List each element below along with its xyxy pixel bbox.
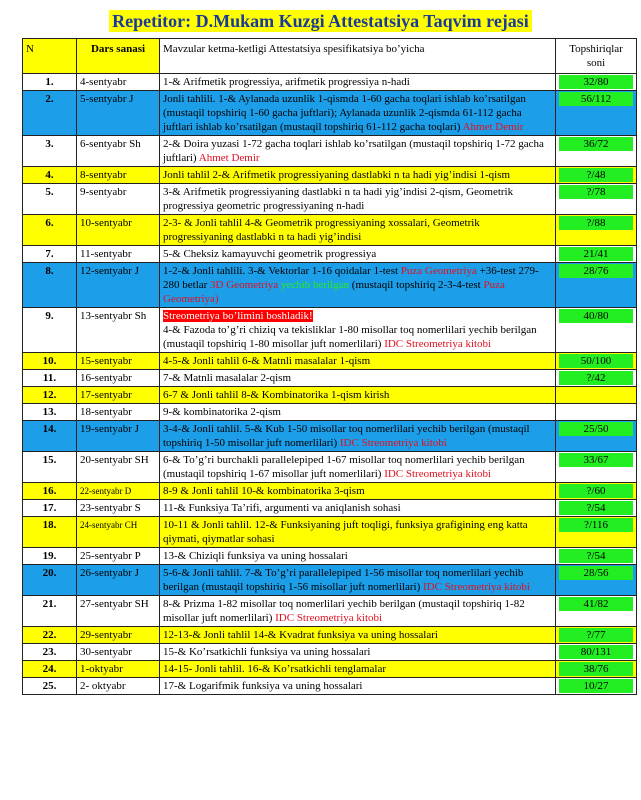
table-row [23, 353, 637, 370]
row-tasks [556, 184, 637, 215]
topic-segment: IDC Streometriya kitobi [275, 612, 383, 624]
row-date: 20-sentyabr SH [77, 452, 160, 483]
topic-segment: 15-& Ko’rsatkichli funksiya va uning hossalari [163, 646, 371, 658]
topic-segment: (mustaqil topshiriq 2-3-4-test [349, 279, 484, 291]
row-date: 6-sentyabr Sh [77, 136, 160, 167]
topic-segment: 17-& Logarifmik funksiya va uning hossalari [163, 680, 363, 692]
header-topic: Mavzular ketma-ketligi Attestatsiya spesifikatsiya bo’yicha [160, 39, 556, 74]
row-number: 9. [23, 308, 77, 353]
row-tasks [556, 483, 637, 500]
row-number: 6. [23, 215, 77, 246]
row-topic [160, 483, 556, 500]
header-row [23, 39, 637, 74]
row-number: 14. [23, 421, 77, 452]
row-date: 19-sentyabr J [77, 421, 160, 452]
row-number: 22. [23, 627, 77, 644]
row-number: 18. [23, 517, 77, 548]
table-row [23, 452, 637, 483]
row-tasks [556, 421, 637, 452]
row-topic [160, 246, 556, 263]
topic-segment: IDC Streometriya kitobi [422, 581, 530, 593]
row-number: 11. [23, 370, 77, 387]
table-row [23, 370, 637, 387]
tasks-count: 32/80 [559, 75, 633, 89]
topic-segment: Puza Geometriya) [163, 279, 505, 305]
topic-segment: 10-11 & Jonli tahlil. 12-& Funksiyaning juft toqligi, funksiya grafigining eng katta qiymati, qiymatlar sohasi [163, 519, 528, 545]
table-row [23, 246, 637, 263]
row-topic [160, 74, 556, 91]
table-row [23, 387, 637, 404]
row-date: 9-sentyabr [77, 184, 160, 215]
row-number: 16. [23, 483, 77, 500]
tasks-count: 41/82 [559, 597, 633, 611]
row-topic [160, 644, 556, 661]
row-topic [160, 548, 556, 565]
row-date: 30-sentyabr [77, 644, 160, 661]
row-topic [160, 661, 556, 678]
row-tasks [556, 565, 637, 596]
row-number: 1. [23, 74, 77, 91]
row-date: 26-sentyabr J [77, 565, 160, 596]
topic-segment: 4-& Fazoda to’g’ri chiziq va tekisliklar 1-80 misollar toq nomerlilari yechib berilgan (mustaqil topshiriq 1-80 misollar juft nomerlilari) [163, 324, 537, 350]
topic-segment: 4-5-& Jonli tahlil 6-& Matnli masalalar 1-qism [163, 355, 371, 367]
table-row [23, 421, 637, 452]
topic-segment: 2-3- & Jonli tahlil 4-& Geometrik progressiyaning xossalari, Geometrik progressiyaning dastlabki n ta hadi yig’indisi [163, 217, 480, 243]
row-number: 4. [23, 167, 77, 184]
row-date: 4-sentyabr [77, 74, 160, 91]
topic-segment: 13-& Chiziqli funksiya va uning hossalari [163, 550, 348, 562]
row-tasks [556, 74, 637, 91]
row-topic [160, 421, 556, 452]
row-number: 12. [23, 387, 77, 404]
table-row [23, 91, 637, 136]
tasks-count: ?/88 [559, 216, 633, 230]
row-number: 17. [23, 500, 77, 517]
row-tasks [556, 246, 637, 263]
tasks-count: 40/80 [559, 309, 633, 323]
row-number: 19. [23, 548, 77, 565]
row-number: 10. [23, 353, 77, 370]
tasks-count: 21/41 [559, 247, 633, 261]
row-topic [160, 370, 556, 387]
topic-segment: 11-& Funksiya Ta’rifi, argumenti va aniqlanish sohasi [163, 502, 401, 514]
row-topic [160, 353, 556, 370]
row-date: 27-sentyabr SH [77, 596, 160, 627]
row-tasks [556, 678, 637, 695]
row-tasks [556, 404, 637, 421]
row-topic [160, 678, 556, 695]
tasks-count: ?/60 [559, 484, 633, 498]
tasks-count: 50/100 [559, 354, 633, 368]
row-topic [160, 215, 556, 246]
row-date: 29-sentyabr [77, 627, 160, 644]
row-topic [160, 500, 556, 517]
tasks-count: ?/116 [559, 518, 633, 532]
row-date: 5-sentyabr J [77, 91, 160, 136]
row-number: 2. [23, 91, 77, 136]
tasks-count: 33/67 [559, 453, 633, 467]
tasks-count: 38/76 [559, 662, 633, 676]
row-topic [160, 91, 556, 136]
row-number: 25. [23, 678, 77, 695]
row-tasks [556, 627, 637, 644]
row-date: 18-sentyabr [77, 404, 160, 421]
row-tasks [556, 452, 637, 483]
tasks-count: ?/78 [559, 185, 633, 199]
table-row [23, 308, 637, 353]
row-date: 2- oktyabr [77, 678, 160, 695]
topic-segment: 6-& To’g’ri burchakli parallelepiped 1-67 misollar toq nomerlilari yechib berilgan (mustaqil topshiriq 1-67 misollar juft nomerlilari) [163, 454, 525, 480]
topic-segment: 1-2-& Jonli tahlili. 3-& Vektorlar 1-16 qoidalar 1-test [163, 265, 401, 277]
row-topic [160, 308, 556, 353]
tasks-count: 10/27 [559, 679, 633, 693]
topic-segment: Puza Geometriya [400, 265, 477, 277]
row-tasks [556, 661, 637, 678]
row-date: 25-sentyabr P [77, 548, 160, 565]
row-tasks [556, 136, 637, 167]
row-topic [160, 404, 556, 421]
topic-segment: 5-6-& Jonli tahlil. 7-& To’g’ri parallelepiped 1-56 misollar toq nomerlilari yechib berilgan (mustaqil topshiriq 1-56 misollar juft nomerlilari) [163, 567, 524, 593]
row-number: 13. [23, 404, 77, 421]
table-row [23, 565, 637, 596]
table-row [23, 644, 637, 661]
topic-segment: 1-& Arifmetik progressiya, arifmetik progressiya n-hadi [163, 76, 410, 88]
row-tasks [556, 387, 637, 404]
table-row [23, 263, 637, 308]
table-row [23, 661, 637, 678]
table-row [23, 136, 637, 167]
row-tasks [556, 91, 637, 136]
row-number: 15. [23, 452, 77, 483]
topic-segment: +36-test 279-280 betlar [163, 265, 539, 291]
topic-segment: 8-& Prizma 1-82 misollar toq nomerlilari yechib berilgan (mustaqil topshiriq 1-82 misollar juft nomerlilari) [163, 598, 525, 624]
tasks-count: 36/72 [559, 137, 633, 151]
table-row [23, 678, 637, 695]
tasks-count: ?/48 [559, 168, 633, 182]
topic-segment: 7-& Matnli masalalar 2-qism [163, 372, 291, 384]
row-topic [160, 596, 556, 627]
row-date: 15-sentyabr [77, 353, 160, 370]
row-date: 12-sentyabr J [77, 263, 160, 308]
table-row [23, 215, 637, 246]
table-row [23, 627, 637, 644]
row-topic [160, 627, 556, 644]
topic-segment: IDC Streometriya kitobi [384, 468, 492, 480]
row-tasks [556, 517, 637, 548]
row-date: 11-sentyabr [77, 246, 160, 263]
row-date: 10-sentyabr [77, 215, 160, 246]
table-row [23, 500, 637, 517]
tasks-count: ?/54 [559, 501, 633, 515]
row-tasks [556, 548, 637, 565]
tasks-count: 28/56 [559, 566, 633, 580]
schedule-table [22, 38, 637, 695]
topic-segment: 6-7 & Jonli tahlil 8-& Kombinatorika 1-qism kirish [163, 389, 390, 401]
tasks-count: 56/112 [559, 92, 633, 106]
table-row [23, 167, 637, 184]
topic-segment: Ahmet Demir [462, 121, 524, 133]
row-topic [160, 452, 556, 483]
row-tasks [556, 167, 637, 184]
row-number: 3. [23, 136, 77, 167]
topic-segment: 2-& Doira yuzasi 1-72 gacha toqlari ishlab ko’rsatilgan (mustaqil topshiriq 1-72 gacha juftlari) [163, 138, 544, 164]
row-number: 21. [23, 596, 77, 627]
row-tasks [556, 370, 637, 387]
row-date: 1-oktyabr [77, 661, 160, 678]
row-topic [160, 167, 556, 184]
row-number: 8. [23, 263, 77, 308]
title-wrap [0, 10, 641, 32]
table-row [23, 184, 637, 215]
row-topic [160, 263, 556, 308]
table-row [23, 596, 637, 627]
row-topic [160, 184, 556, 215]
tasks-count: 28/76 [559, 264, 633, 278]
row-number: 5. [23, 184, 77, 215]
topic-segment: 3D Geometriya [210, 279, 279, 291]
topic-segment: 12-13-& Jonli tahlil 14-& Kvadrat funksiya va uning hossalari [163, 629, 438, 641]
row-topic [160, 387, 556, 404]
header-date: Dars sanasi [77, 39, 160, 74]
row-date: 23-sentyabr S [77, 500, 160, 517]
topic-segment: Streometriya bo’limini boshladik! [163, 310, 313, 322]
row-date: 16-sentyabr [77, 370, 160, 387]
table-row [23, 548, 637, 565]
tasks-count: 80/131 [559, 645, 633, 659]
topic-segment: Ahmet Demir [198, 152, 260, 164]
row-date: 17-sentyabr [77, 387, 160, 404]
row-tasks [556, 644, 637, 661]
table-row [23, 483, 637, 500]
topic-segment: Jonli tahlili. 1-& Aylanada uzunlik 1-qismda 1-60 gacha toqlari ishlab ko’rsatilgan (mustaqil topshiriq 1-60 gacha juftlari); Aylanada uzunlik 2-qismda 61-112 gacha juftlari ishlab ko’rsatilgan (mustaqil topshiriq 61-112 gacha toqlari) [163, 93, 526, 133]
header-tasks: Topshiriqlar soni [556, 39, 637, 74]
topic-segment: 5-& Cheksiz kamayuvchi geometrik progressiya [163, 248, 377, 260]
row-topic [160, 517, 556, 548]
row-date: 8-sentyabr [77, 167, 160, 184]
row-number: 23. [23, 644, 77, 661]
row-number: 7. [23, 246, 77, 263]
topic-segment: 3-& Arifmetik progressiyaning dastlabki n ta hadi yig’indisi 2-qism, Geometrik progressiya geometric progressiyaning n-hadi [163, 186, 514, 212]
topic-segment: IDC Streometriya kitobi [384, 338, 492, 350]
topic-segment: Jonli tahlil 2-& Arifmetik progressiyaning dastlabki n ta hadi yig’indisi 1-qism [163, 169, 511, 181]
row-date: 22-sentyabr D [77, 483, 160, 500]
table-row [23, 404, 637, 421]
table-body [23, 74, 637, 695]
header-number: N [23, 39, 77, 74]
page-title: Repetitor: D.Mukam Kuzgi Attestatsiya Taqvim rejasi [109, 10, 532, 32]
tasks-count: 25/50 [559, 422, 633, 436]
table-row [23, 74, 637, 91]
topic-segment: 9-& kombinatorika 2-qism [163, 406, 281, 418]
row-number: 24. [23, 661, 77, 678]
topic-segment: yechib berilgan [278, 279, 350, 291]
tasks-count: ?/54 [559, 549, 633, 563]
row-tasks [556, 215, 637, 246]
tasks-count: ?/42 [559, 371, 633, 385]
table-row [23, 517, 637, 548]
row-tasks [556, 596, 637, 627]
row-number: 20. [23, 565, 77, 596]
topic-segment: IDC Streometriya kitobi [339, 437, 447, 449]
row-date: 24-sentyabr CH [77, 517, 160, 548]
row-tasks [556, 308, 637, 353]
row-tasks [556, 353, 637, 370]
row-date: 13-sentyabr Sh [77, 308, 160, 353]
row-tasks [556, 500, 637, 517]
topic-segment: 3-4-& Jonli tahlil. 5-& Kub 1-50 misollar toq nomerlilari yechib berilgan (mustaqil topshiriq 1-50 misollar juft nomerlilari) [163, 423, 530, 449]
tasks-count: ?/77 [559, 628, 633, 642]
row-topic [160, 136, 556, 167]
row-topic [160, 565, 556, 596]
topic-segment: 14-15- Jonli tahlil. 16-& Ko’rsatkichli tenglamalar [163, 663, 387, 675]
topic-segment: 8-9 & Jonli tahlil 10-& kombinatorika 3-qism [163, 485, 365, 497]
row-tasks [556, 263, 637, 308]
